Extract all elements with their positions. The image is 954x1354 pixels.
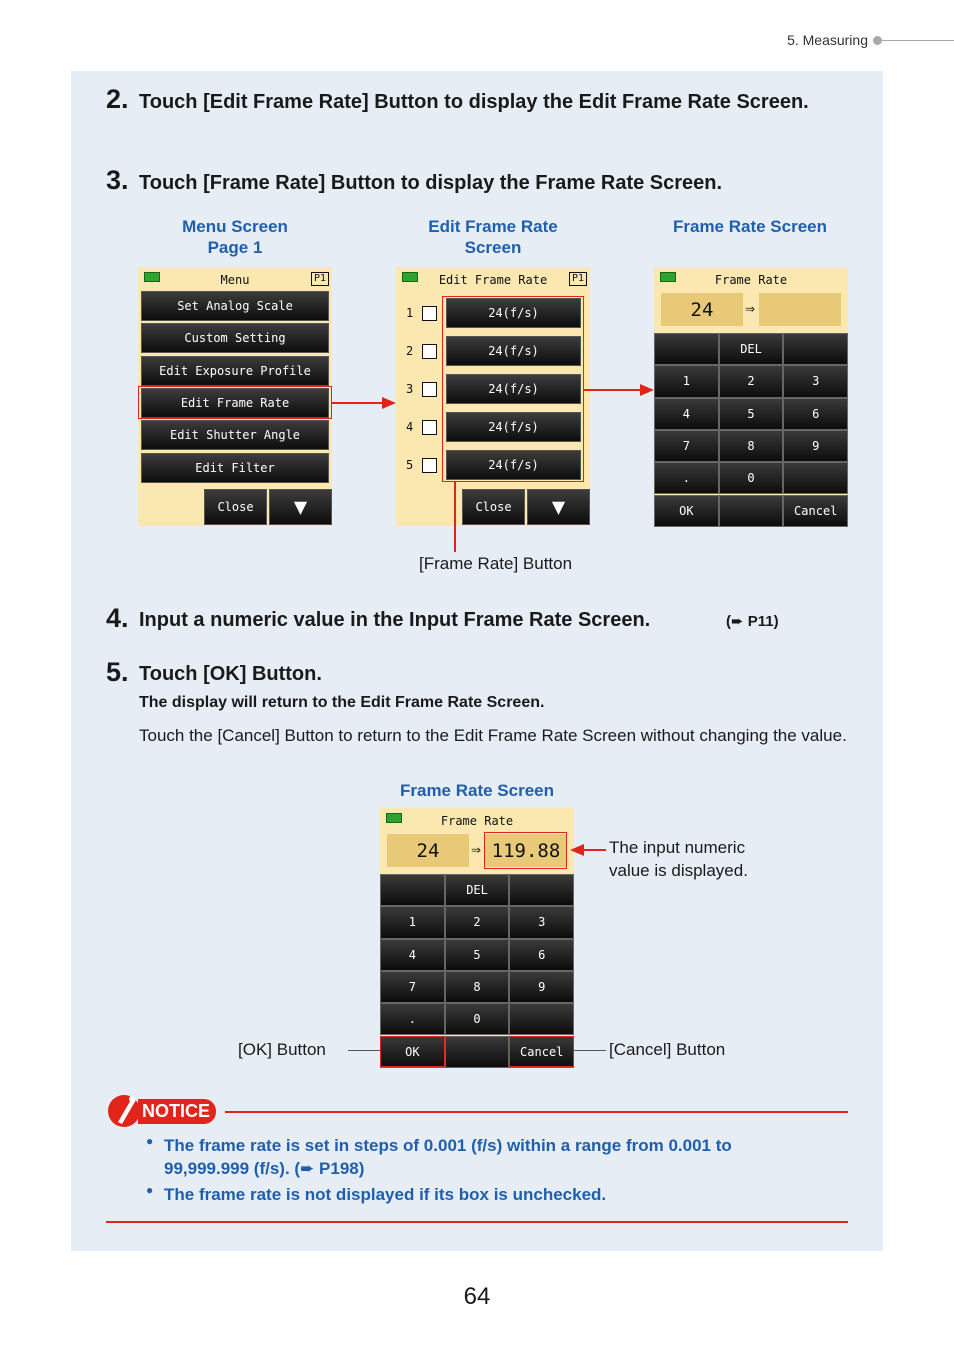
blank-key[interactable] [783, 462, 848, 494]
caption-menu-line2: Page 1 [207, 238, 263, 257]
row-checkbox[interactable] [422, 458, 437, 473]
menu-title: Menu [220, 273, 250, 287]
caption-menu-line1: Menu Screen [182, 217, 288, 236]
blank-key[interactable] [509, 874, 574, 906]
row-checkbox[interactable] [422, 306, 437, 321]
edit-title: Edit Frame Rate [438, 273, 548, 287]
callout-line-cancel [574, 1050, 606, 1051]
input-displayed-line1: The input numeric [609, 838, 746, 857]
current-value: 24 [387, 834, 469, 867]
arrow-icon: ⇒ [745, 302, 756, 316]
blank-key[interactable] [719, 495, 784, 527]
notice-item-1 [164, 1134, 854, 1180]
step-5-text: Touch [OK] Button. [139, 663, 322, 685]
key-7[interactable]: 7 [654, 430, 719, 462]
menu-item[interactable]: Edit Frame Rate [141, 388, 329, 418]
highlight-frame-rate-buttons [442, 296, 584, 482]
callout-line-frame-rate [454, 482, 456, 552]
section-header: 5. Measuring [787, 32, 868, 48]
down-arrow-icon[interactable]: ▼ [269, 489, 332, 525]
bullet-icon: ● [146, 1183, 154, 1197]
step-4-number: 4. [106, 603, 129, 633]
dot-key[interactable]: . [380, 1003, 445, 1035]
caption-frame-rate-screen: Frame Rate Screen [672, 217, 828, 236]
frame-rate-button[interactable]: 24(f/s) [446, 450, 581, 480]
step-3-number: 3. [106, 165, 129, 195]
key-2[interactable]: 2 [445, 906, 510, 938]
menu-item[interactable]: Edit Shutter Angle [141, 420, 329, 450]
row-checkbox[interactable] [422, 344, 437, 359]
menu-item[interactable]: Set Analog Scale [141, 291, 329, 321]
frame-rate-button[interactable]: 24(f/s) [446, 336, 581, 366]
arrow-icon: ⇒ [471, 843, 482, 857]
arrow-line-1 [331, 402, 386, 404]
arrow-head-2 [640, 383, 654, 397]
key-4[interactable]: 4 [380, 939, 445, 971]
key-4[interactable]: 4 [654, 398, 719, 430]
key-9[interactable]: 9 [509, 971, 574, 1003]
page-indicator: P1 [311, 272, 329, 286]
dot-key[interactable]: . [654, 462, 719, 494]
input-displayed-label [609, 836, 748, 882]
close-button[interactable]: Close [204, 489, 267, 525]
key-1[interactable]: 1 [654, 365, 719, 397]
close-button[interactable]: Close [462, 489, 525, 525]
row-number: 2 [406, 344, 414, 358]
highlight-new-value [484, 832, 567, 869]
frame-rate-screen [654, 267, 848, 526]
key-0[interactable]: 0 [719, 462, 784, 494]
step-2-number: 2. [106, 84, 129, 114]
cancel-button-label: [Cancel] Button [609, 1040, 726, 1059]
notice-bottom-rule [106, 1221, 848, 1223]
blank-key[interactable] [654, 333, 719, 365]
arrow-line-2 [583, 389, 643, 391]
key-2[interactable]: 2 [719, 365, 784, 397]
key-7[interactable]: 7 [380, 971, 445, 1003]
highlight-cancel [509, 1036, 574, 1067]
row-checkbox[interactable] [422, 420, 437, 435]
caption-edit-line1: Edit Frame Rate [428, 217, 558, 236]
current-value: 24 [661, 293, 743, 326]
row-number: 4 [406, 420, 414, 434]
page-number: 64 [463, 1283, 491, 1310]
notice-item-1-line2: 99,999.999 (f/s). (➨ P198) [164, 1159, 365, 1178]
arrow-head-1 [382, 396, 396, 410]
callout-line-value [584, 849, 606, 851]
key-3[interactable]: 3 [783, 365, 848, 397]
notice-top-rule [225, 1111, 848, 1113]
frame-rate-button[interactable]: 24(f/s) [446, 412, 581, 442]
page-indicator: P1 [569, 272, 587, 286]
key-6[interactable]: 6 [509, 939, 574, 971]
blank-key[interactable] [380, 874, 445, 906]
del-key[interactable]: DEL [719, 333, 784, 365]
key-5[interactable]: 5 [719, 398, 784, 430]
cancel-button[interactable]: Cancel [509, 1036, 574, 1068]
menu-item[interactable]: Edit Exposure Profile [141, 356, 329, 386]
menu-item[interactable]: Custom Setting [141, 323, 329, 353]
frame-rate-button[interactable]: 24(f/s) [446, 298, 581, 328]
notice-item-1-line1: The frame rate is set in steps of 0.001 (f/s) within a range from 0.001 to [164, 1136, 732, 1155]
blank-key[interactable] [783, 333, 848, 365]
row-checkbox[interactable] [422, 382, 437, 397]
header-rule [882, 40, 954, 41]
frame-rate-title: Frame Rate [440, 814, 514, 828]
key-3[interactable]: 3 [509, 906, 574, 938]
notice-item-2: The frame rate is not displayed if its box is unchecked. [164, 1185, 607, 1204]
bullet-icon: ● [146, 1134, 154, 1148]
key-8[interactable]: 8 [445, 971, 510, 1003]
key-6[interactable]: 6 [783, 398, 848, 430]
notice-badge: NOTICE [138, 1099, 216, 1124]
frame-rate-button[interactable]: 24(f/s) [446, 374, 581, 404]
new-value-field[interactable] [759, 293, 841, 326]
step-4-ref: (➨ P11) [726, 613, 779, 630]
frame-rate-button-label: [Frame Rate] Button [419, 554, 573, 573]
step-5-number: 5. [106, 657, 129, 687]
frame-rate-title: Frame Rate [714, 273, 788, 287]
new-value-field[interactable]: 119.88 [485, 834, 567, 867]
step-3-text: Touch [Frame Rate] Button to display the Frame Rate Screen. [139, 172, 723, 194]
key-9[interactable]: 9 [783, 430, 848, 462]
cancel-button[interactable]: Cancel [783, 495, 848, 527]
caption-frame-rate-screen-2: Frame Rate Screen [399, 781, 555, 800]
blank-key[interactable] [509, 1003, 574, 1035]
menu-item[interactable]: Edit Filter [141, 453, 329, 483]
caption-edit-line2: Screen [464, 238, 522, 257]
row-number: 3 [406, 382, 414, 396]
del-key[interactable]: DEL [445, 874, 510, 906]
step-5-note: Touch the [Cancel] Button to return to the Edit Frame Rate Screen without changing the value. [139, 726, 847, 745]
key-8[interactable]: 8 [719, 430, 784, 462]
key-0[interactable]: 0 [445, 1003, 510, 1035]
key-1[interactable]: 1 [380, 906, 445, 938]
blank-key[interactable] [445, 1036, 510, 1068]
step-5-result: The display will return to the Edit Frame Rate Screen. [139, 694, 545, 711]
row-number: 5 [406, 458, 414, 472]
header-dot [873, 36, 882, 45]
ok-button[interactable]: OK [654, 495, 719, 527]
arrow-head-3 [570, 843, 584, 857]
row-number: 1 [406, 306, 414, 320]
step-4-text: Input a numeric value in the Input Frame Rate Screen. [139, 609, 651, 631]
step-2-text: Touch [Edit Frame Rate] Button to display the Edit Frame Rate Screen. [139, 91, 809, 113]
caption-edit-screen [393, 216, 593, 258]
key-5[interactable]: 5 [445, 939, 510, 971]
down-arrow-icon[interactable]: ▼ [527, 489, 590, 525]
highlight-edit-frame-rate [138, 386, 332, 419]
input-displayed-line2: value is displayed. [609, 861, 748, 880]
highlight-ok [380, 1036, 445, 1067]
callout-line-ok [348, 1050, 380, 1051]
ok-button-label: [OK] Button [238, 1040, 326, 1059]
ok-button[interactable]: OK [380, 1036, 445, 1068]
caption-menu-screen [135, 216, 335, 258]
